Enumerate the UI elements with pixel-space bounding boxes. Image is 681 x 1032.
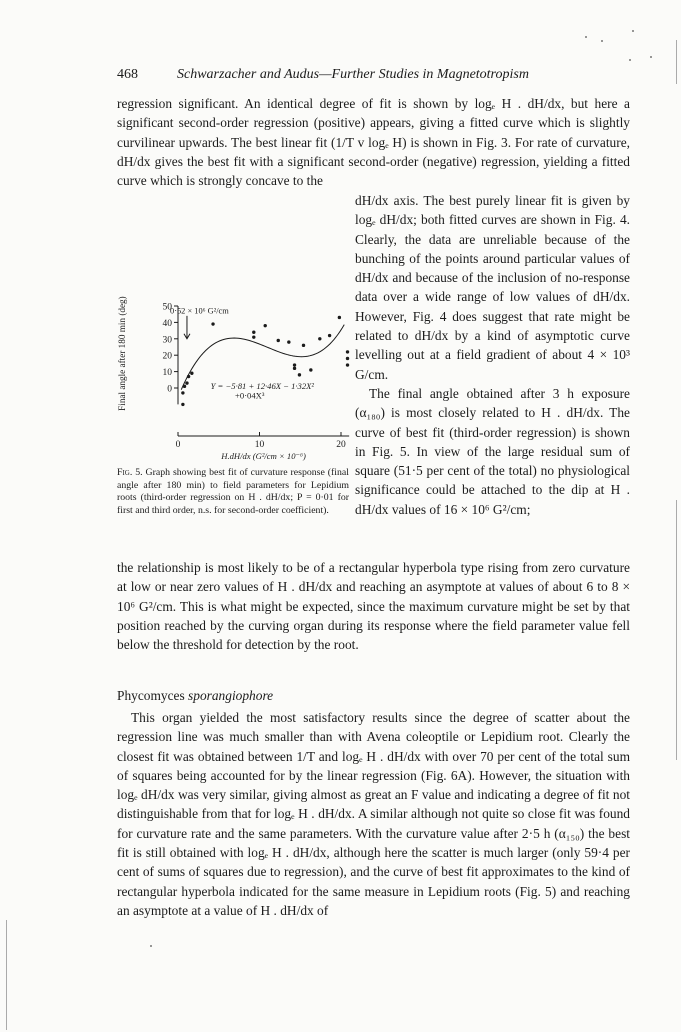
paragraph-right-2-text: The final angle obtained after 3 h exposure (α₁₈₀) is most closely related to H . dH/dx. The curve of best fit (third-order regression) is shown in Fig. 5. In view of the large residual sum of square (51·5 per cent of the total) no physiological significance could be attached to the dip at H . dH/dx values of 16 × 10⁶ G²/cm;	[355, 385, 630, 517]
data-point	[318, 337, 321, 340]
y-tick-label: 50	[162, 302, 172, 313]
y-tick-label: 0	[167, 384, 172, 395]
y-tick-label: 10	[162, 368, 172, 379]
figure-5-caption	[117, 467, 349, 517]
data-point	[346, 350, 349, 353]
data-points-group	[181, 316, 349, 406]
page-number: 468	[117, 67, 138, 82]
section-heading-normal: Phycomyces	[117, 688, 189, 703]
paragraph-4	[117, 708, 630, 920]
data-point	[338, 316, 341, 319]
page-header	[117, 67, 637, 85]
y-tick-label: 30	[162, 335, 172, 346]
section-heading-italic: sporangiophore	[188, 688, 274, 703]
data-point	[181, 391, 184, 394]
data-point	[346, 363, 349, 366]
caption-text: Graph showing best fit of curvature response (final angle after 180 min) to field parameters for Lepidium roots (third-order regression on H . dH/dx; P = 0·01 for first and third order, n.s. for second-order coefficient).	[117, 467, 349, 516]
data-point	[346, 357, 349, 360]
data-point	[187, 375, 190, 378]
x-tick-label: 10	[254, 440, 265, 450]
data-point	[190, 372, 193, 375]
scan-speck	[650, 56, 652, 58]
data-point	[211, 322, 214, 325]
data-point	[252, 335, 255, 338]
annotation-label: 0·52 × 10⁶ G²/cm	[170, 306, 229, 316]
equation-line-2: +0·04X³	[235, 390, 265, 401]
scan-speck	[601, 40, 603, 42]
data-point	[293, 367, 296, 370]
paragraph-3	[117, 558, 630, 654]
data-point	[328, 334, 331, 337]
data-point	[252, 331, 255, 334]
data-point	[309, 368, 312, 371]
x-axis-label: H.dH/dx (G²/cm × 10⁻⁶)	[221, 451, 306, 461]
scan-edge-line	[676, 500, 677, 760]
section-heading	[117, 688, 273, 704]
paragraph-right-1-text: dH/dx axis. The best purely linear fit is given by logₑ dH/dx; both fitted curves are shown in Fig. 4. Clearly, the data are unreliable because of the bunching of the points around particular values of dH/dx and because of the inclusion of no-response data over a wide range of low values of dH/dx. However, Fig. 4 does suggest that rate might be related to dH/dx by a kind of asymptotic curve levelling out at a field gradient of about 4 × 10³ G/cm.	[355, 193, 630, 382]
scan-edge-line	[6, 920, 7, 1030]
y-axis-label: Final angle after 180 min (deg)	[117, 296, 127, 411]
paragraph-4-text: This organ yielded the most satisfactory results since the degree of scatter about the regression line was much smaller than with Avena coleoptile or Lepidium root. Clearly the closest fit was obtained between 1/T and logₑ H . dH/dx with over 70 per cent of the total sum of squares being accounted for by the linear regression (Fig. 6A). However, the situation with logₑ dH/dx was very similar, giving almost as great an F value and indicating a degree of fit not distinguishable from that for logₑ H . dH/dx. A similar although not quite so close fit was found for curvature rate and the same parameters. With the curvature value after 2·5 h (α₁₅₀) the best fit is still obtained with logₑ H . dH/dx, although here the scatter is much larger (only 59·4 per cent of sums of squares due to regression), and the curve of best fit approximates to the kind of rectangular hyperbola indicated for the same measure in Lepidium roots (Fig. 5) and reaching an asymptote at a value of H . dH/dx of	[117, 710, 630, 918]
data-point	[277, 339, 280, 342]
running-title: Schwarzacher and Audus—Further Studies in Magnetotropism	[177, 67, 529, 82]
data-point	[293, 363, 296, 366]
scan-edge-line	[676, 40, 677, 84]
scan-speck	[629, 59, 631, 61]
data-point	[264, 324, 267, 327]
caption-label: Fig. 5.	[117, 467, 143, 478]
paragraph-3-text: the relationship is most likely to be of a rectangular hyperbola type rising from zero curvature at low or near zero values of H . dH/dx and reaching an asymptote at values of about 6 to 8 × 10⁶ G²/cm. This is what might be expected, since the maximum curvature might be set by that position reached by the curving organ during its response where the field parameter value fell below the threshold for detection by the root.	[117, 560, 630, 653]
x-tick-label: 0	[175, 440, 181, 450]
paragraph-1-text: regression significant. An identical degree of fit is shown by logₑ H . dH/dx, but here a significant second-order regression (positive) appears, giving a fitted curve which is slightly curvilinear upwards. The best linear fit (1/T v logₑ H) is shown in Fig. 3. For rate of curvature, dH/dx gives the best fit with a significant second-order (negative) regression, yielding a fitted curve which is strongly concave to the	[117, 96, 630, 189]
scan-speck	[585, 36, 587, 38]
y-tick-label: 20	[162, 351, 172, 362]
data-point	[298, 373, 301, 376]
paragraph-right-column	[355, 191, 630, 519]
data-point	[302, 344, 305, 347]
y-tick-label: 40	[162, 318, 172, 329]
data-point	[185, 381, 188, 384]
x-tick-label: 20	[336, 440, 346, 450]
scan-speck	[150, 945, 152, 947]
paragraph-1	[117, 94, 630, 190]
figure-5-chart	[110, 210, 360, 465]
data-point	[287, 340, 290, 343]
figure-5	[110, 210, 360, 465]
scan-speck	[632, 30, 634, 32]
data-point	[183, 385, 186, 388]
chart-axes	[174, 306, 349, 436]
equation-line-1: Y = −5·81 + 12·46X − 1·32X²	[210, 380, 314, 391]
data-point	[181, 403, 184, 406]
